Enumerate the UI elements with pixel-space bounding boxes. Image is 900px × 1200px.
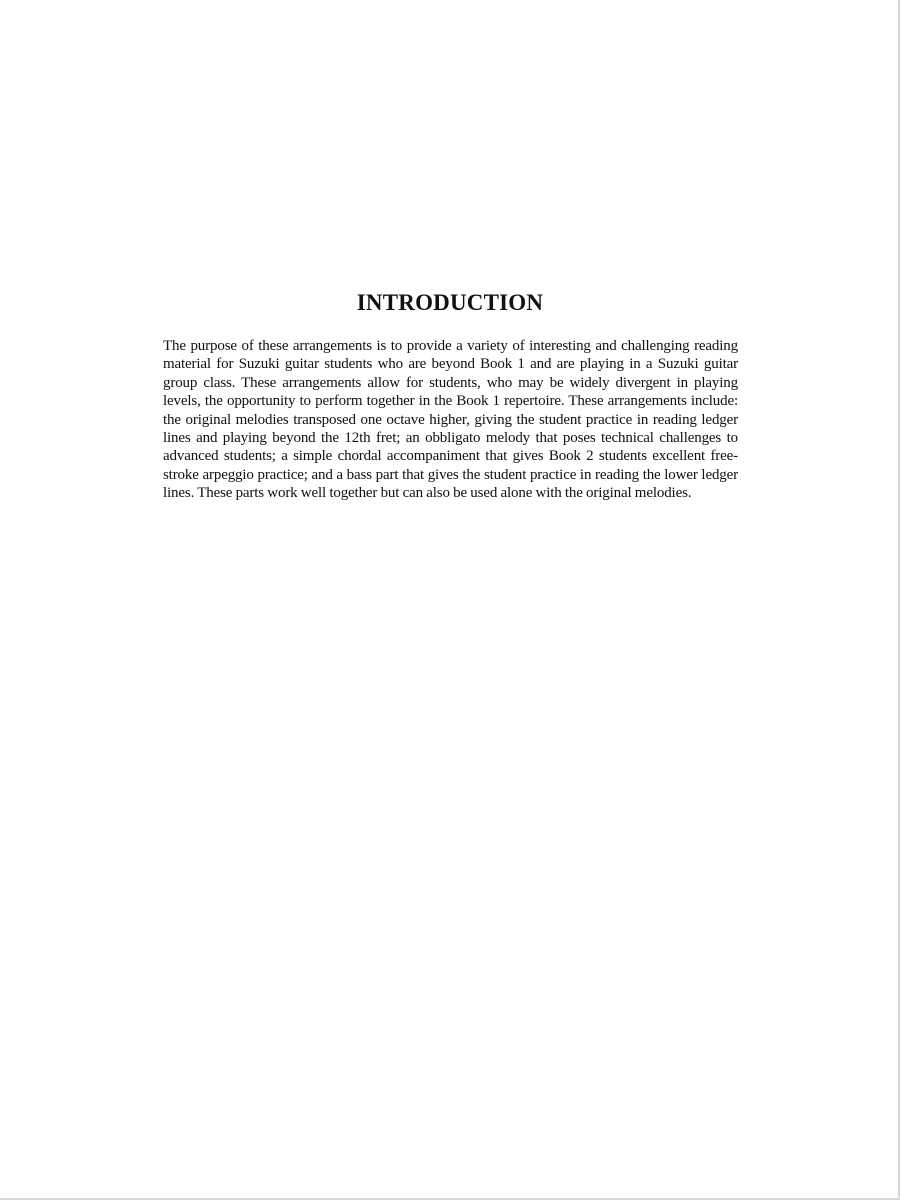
- introduction-paragraph: The purpose of these arrangements is to provide a variety of interesting and challenging reading material for Suzuki guitar students who are beyond Book 1 and are playing in a Suzuki guitar group class. These arrangements allow for students, who may be widely divergent in playing levels, the opportunity to perform together in the Book 1 repertoire. These arrangements include: the original melodies transposed one octave higher, giving the student practice in reading ledger lines and playing beyond the 12th fret; an obbligato melody that poses technical challenges to advanced students; a simple chordal accompaniment that gives Book 2 students excellent free-stroke arpeggio practice; and a bass part that gives the student practice in reading the lower ledger lines. These parts work well together but can also be used alone with the original melodies.: [163, 338, 738, 502]
- page-title: INTRODUCTION: [356, 290, 544, 315]
